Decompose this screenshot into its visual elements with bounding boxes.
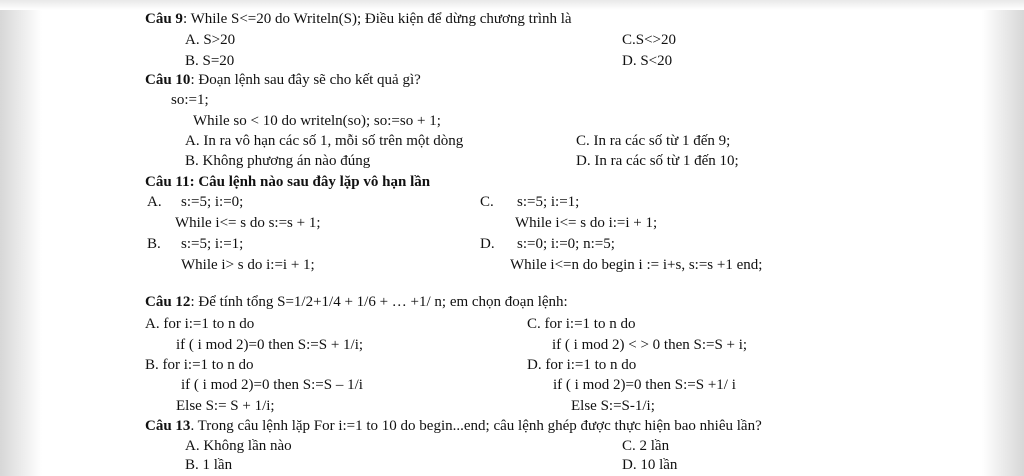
question-13-option-c: C. 2 lần: [622, 438, 670, 454]
question-11-option-d-letter: D.: [480, 236, 495, 252]
top-page-shadow: [0, 0, 1024, 10]
question-11-option-c-line-2: While i<= s do i:=i + 1;: [515, 215, 658, 231]
question-9-label: Câu 9: [145, 11, 183, 27]
question-13-option-a: A. Không lần nào: [185, 438, 292, 454]
question-10-label: Câu 10: [145, 72, 191, 88]
question-12-title: [145, 293, 568, 311]
question-10-code-line-2: While so < 10 do writeln(so); so:=so + 1;: [193, 113, 441, 129]
question-13-option-d: D. 10 lần: [622, 457, 678, 473]
question-12-option-a-line-2: if ( i mod 2)=0 then S:=S + 1/i;: [176, 337, 364, 353]
question-9-option-b: B. S=20: [185, 53, 235, 69]
question-11-option-c-line-1: s:=5; i:=1;: [517, 194, 580, 210]
question-9-title: [145, 10, 572, 28]
question-12-option-b-line-3: Else S:= S + 1/i;: [176, 398, 275, 414]
question-12-option-c-line-2: if ( i mod 2) < > 0 then S:=S + i;: [552, 337, 748, 353]
question-11-option-c-letter: C.: [480, 194, 494, 210]
question-12-text: : Để tính tổng S=1/2+1/4 + 1/6 + … +1/ n; em chọn đoạn lệnh:: [190, 294, 568, 310]
question-12-option-a-line-1: A. for i:=1 to n do: [145, 316, 255, 332]
question-10-code-line-1: so:=1;: [171, 92, 209, 108]
question-9-option-a: A. S>20: [185, 32, 236, 48]
question-12-option-d-line-3: Else S:=S-1/i;: [571, 398, 655, 414]
question-10-option-b: B. Không phương án nào đúng: [185, 153, 371, 169]
question-13-title: [145, 417, 762, 435]
question-12-option-d-line-1: D. for i:=1 to n do: [527, 357, 637, 373]
question-11-option-b-line-1: s:=5; i:=1;: [181, 236, 244, 252]
question-11-option-a-letter: A.: [147, 194, 162, 210]
question-11-option-a-line-1: s:=5; i:=0;: [181, 194, 244, 210]
question-10-title: [145, 71, 421, 89]
question-11-option-b-letter: B.: [147, 236, 161, 252]
question-10-text: : Đoạn lệnh sau đây sẽ cho kết quả gì?: [190, 72, 421, 88]
right-page-shadow: [982, 0, 1024, 476]
question-10-option-c: C. In ra các số từ 1 đến 9;: [576, 133, 731, 149]
question-13-text: . Trong câu lệnh lặp For i:=1 to 10 do begin...end; câu lệnh ghép được thực hiện bao nhiêu lần?: [190, 418, 762, 434]
question-13-label: Câu 13: [145, 418, 191, 434]
question-11-option-d-line-1: s:=0; i:=0; n:=5;: [517, 236, 615, 252]
left-page-shadow: [0, 0, 42, 476]
question-9-option-d: D. S<20: [622, 53, 673, 69]
question-9-option-c: C.S<>20: [622, 32, 677, 48]
question-12-option-b-line-2: if ( i mod 2)=0 then S:=S – 1/i: [181, 377, 363, 393]
question-11-option-b-line-2: While i> s do i:=i + 1;: [181, 257, 315, 273]
question-11-option-a-line-2: While i<= s do s:=s + 1;: [175, 215, 321, 231]
question-12-option-d-line-2: if ( i mod 2)=0 then S:=S +1/ i: [553, 377, 736, 393]
question-9-text: : While S<=20 do Writeln(S); Điều kiện để dừng chương trình là: [182, 11, 572, 27]
question-10-option-d: D. In ra các số từ 1 đến 10;: [576, 153, 739, 169]
question-13-option-b: B. 1 lần: [185, 457, 233, 473]
question-10-option-a: A. In ra vô hạn các số 1, mỗi số trên một dòng: [185, 133, 464, 149]
question-12-option-b-line-1: B. for i:=1 to n do: [145, 357, 254, 373]
question-11-option-d-line-2: While i<=n do begin i := i+s, s:=s +1 end;: [510, 257, 763, 273]
question-11-title: Câu 11: Câu lệnh nào sau đây lặp vô hạn lần: [145, 174, 431, 190]
question-12-label: Câu 12: [145, 294, 191, 310]
question-12-option-c-line-1: C. for i:=1 to n do: [527, 316, 636, 332]
